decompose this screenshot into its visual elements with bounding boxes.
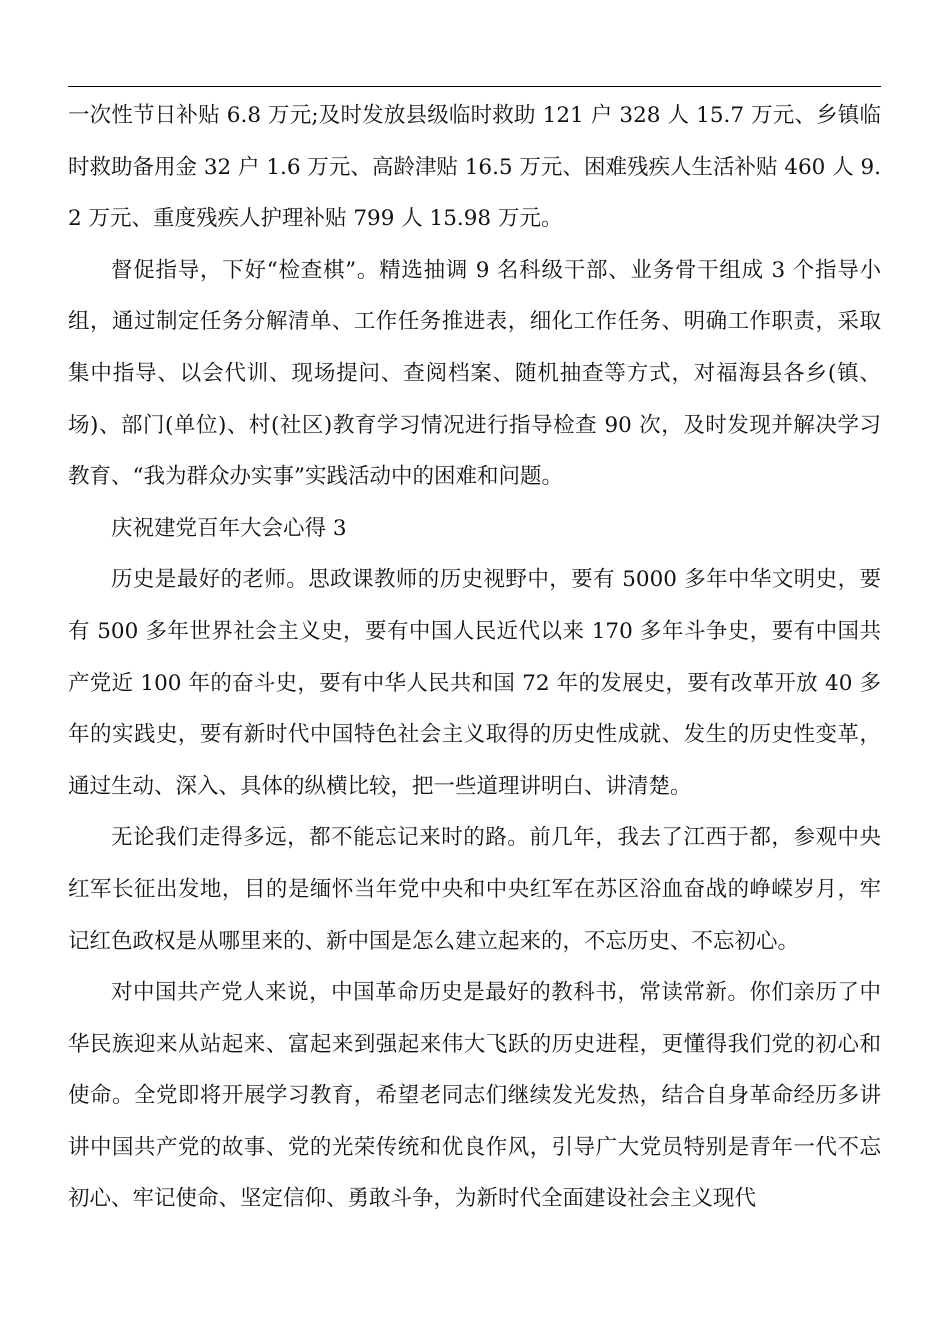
paragraph-continued: 一次性节日补贴 6.8 万元;及时发放县级临时救助 121 户 328 人 15.7 万元、乡镇临时救助备用金 32 户 1.6 万元、高龄津贴 16.5 万元、困难残疾人生活补贴 460 人 9.2 万元、重度残疾人护理补贴 799 人 15.98 万元。 xyxy=(68,103,881,232)
paragraph-history-teacher: 历史是最好的老师。思政课教师的历史视野中，要有 5000 多年中华文明史，要有 500 多年世界社会主义史，要有中国人民近代以来 170 多年斗争史，要有中国共产党近 100 年的奋斗史，要有中华人民共和国 72 年的发展史，要有改革开放 40 多年的实践史，要有新时代中国特色社会主义取得的历史性成就、发生的历史性变革，通过生动、深入、具体的纵横比较，把一些道理讲明白、讲清楚。 xyxy=(68,567,881,799)
section-heading: 庆祝建党百年大会心得 3 xyxy=(111,515,347,541)
paragraph-revolution-history: 对中国共产党人来说，中国革命历史是最好的教科书，常读常新。你们亲历了中华民族迎来从站起来、富起来到强起来伟大飞跃的历史进程，更懂得我们党的初心和使命。全党即将开展学习教育，希望老同志们继续发光发热，结合自身革命经历多讲讲中国共产党的故事、党的光荣传统和优良作风，引导广大党员特别是青年一代不忘初心、牢记使命、坚定信仰、勇敢斗争，为新时代全面建设社会主义现代 xyxy=(68,980,881,1212)
paragraph-remember-the-road: 无论我们走得多远，都不能忘记来时的路。前几年，我去了江西于都，参观中央红军长征出发地，目的是缅怀当年党中央和中央红军在苏区浴血奋战的峥嵘岁月，牢记红色政权是从哪里来的、新中国是怎么建立起来的，不忘历史、不忘初心。 xyxy=(68,825,881,954)
header-rule xyxy=(68,86,881,87)
paragraph-inspection-guidance: 督促指导，下好“检查棋”。精选抽调 9 名科级干部、业务骨干组成 3 个指导小组，通过制定任务分解清单、工作任务推进表，细化工作任务、明确工作职责，采取集中指导、以会代训、现场提问、查阅档案、随机抽查等方式，对福海县各乡(镇、场)、部门(单位)、村(社区)教育学习情况进行指导检查 90 次，及时发现并解决学习教育、“我为群众办实事”实践活动中的困难和问题。 xyxy=(68,257,881,490)
document-body xyxy=(68,90,881,1225)
